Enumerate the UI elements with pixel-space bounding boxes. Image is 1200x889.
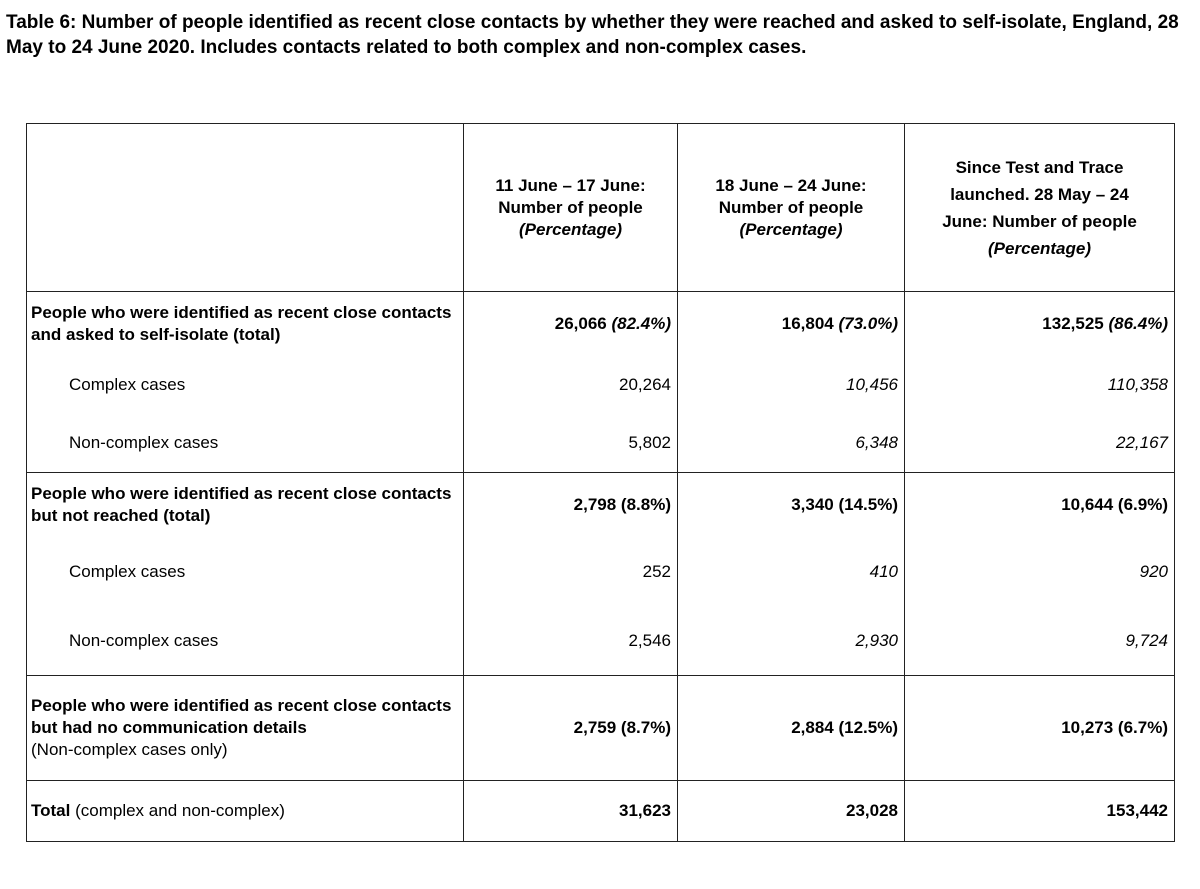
asked-total-value-3 [905, 292, 1175, 357]
value-number: 16,804 [781, 314, 834, 333]
header-since-launch-text: Since Test and Trace launched. 28 May – 24 June: Number of people [942, 157, 1137, 231]
asked-total-label: People who were identified as recent close contacts and asked to self-isolate (total) [27, 292, 464, 357]
no-details-label [27, 676, 464, 781]
header-week-2-pct: (Percentage) [739, 219, 843, 239]
no-details-value-3: 10,273 (6.7%) [905, 676, 1175, 781]
value-number: 132,525 [1042, 314, 1104, 333]
not-reached-noncomplex-value-3: 9,724 [905, 606, 1175, 676]
asked-noncomplex-value-1: 5,802 [464, 414, 678, 473]
header-row [27, 124, 1175, 292]
not-reached-complex-value-2: 410 [678, 537, 905, 606]
no-details-note: (Non-complex cases only) [31, 740, 228, 759]
header-week-1-measure: Number of people [498, 197, 643, 217]
not-reached-total-value-3: 10,644 (6.9%) [905, 473, 1175, 538]
total-label [27, 781, 464, 842]
table-row [27, 414, 1175, 473]
header-empty-cell [27, 124, 464, 292]
asked-noncomplex-value-3: 22,167 [905, 414, 1175, 473]
not-reached-noncomplex-value-1: 2,546 [464, 606, 678, 676]
total-value-3: 153,442 [905, 781, 1175, 842]
table-row [27, 606, 1175, 676]
header-week-1 [464, 124, 678, 292]
asked-complex-value-2: 10,456 [678, 356, 905, 414]
table-row [27, 676, 1175, 781]
header-week-2-measure: Number of people [718, 197, 864, 217]
not-reached-total-label: People who were identified as recent close contacts but not reached (total) [27, 473, 464, 538]
asked-total-value-1 [464, 292, 678, 357]
total-note: (complex and non-complex) [75, 801, 285, 820]
total-label-text: Total [31, 801, 71, 820]
asked-noncomplex-label: Non-complex cases [27, 414, 464, 473]
table-row [27, 356, 1175, 414]
header-since-launch [905, 124, 1175, 292]
not-reached-total-value-1: 2,798 (8.8%) [464, 473, 678, 538]
header-week-1-pct: (Percentage) [519, 219, 622, 239]
table-title: Table 6: Number of people identified as recent close contacts by whether they were reached and asked to self-isolate, England, 28 May to 24 June 2020. Includes contacts related to both complex and non-complex cases. [6, 12, 1179, 58]
no-details-value-2: 2,884 (12.5%) [678, 676, 905, 781]
table-row [27, 537, 1175, 606]
not-reached-total-value-2: 3,340 (14.5%) [678, 473, 905, 538]
not-reached-complex-value-3: 920 [905, 537, 1175, 606]
not-reached-noncomplex-value-2: 2,930 [678, 606, 905, 676]
total-row [27, 781, 1175, 842]
asked-complex-value-3: 110,358 [905, 356, 1175, 414]
not-reached-complex-value-1: 252 [464, 537, 678, 606]
header-week-1-dates: 11 June – 17 June: [495, 175, 646, 195]
header-week-2 [678, 124, 905, 292]
value-number: 26,066 [554, 314, 607, 333]
value-percent: (86.4%) [1108, 314, 1168, 333]
table-row [27, 292, 1175, 357]
header-week-2-dates: 18 June – 24 June: [715, 175, 867, 195]
no-details-value-1: 2,759 (8.7%) [464, 676, 678, 781]
total-value-1: 31,623 [464, 781, 678, 842]
asked-total-value-2 [678, 292, 905, 357]
header-since-launch-pct: (Percentage) [988, 238, 1091, 258]
no-details-label-text: People who were identified as recent close contacts but had no communication details [31, 696, 452, 737]
asked-complex-label: Complex cases [27, 356, 464, 414]
asked-complex-value-1: 20,264 [464, 356, 678, 414]
total-value-2: 23,028 [678, 781, 905, 842]
table-row [27, 473, 1175, 538]
not-reached-complex-label: Complex cases [27, 537, 464, 606]
value-percent: (73.0%) [838, 314, 898, 333]
asked-noncomplex-value-2: 6,348 [678, 414, 905, 473]
contacts-table [26, 123, 1175, 842]
not-reached-noncomplex-label: Non-complex cases [27, 606, 464, 676]
value-percent: (82.4%) [611, 314, 671, 333]
